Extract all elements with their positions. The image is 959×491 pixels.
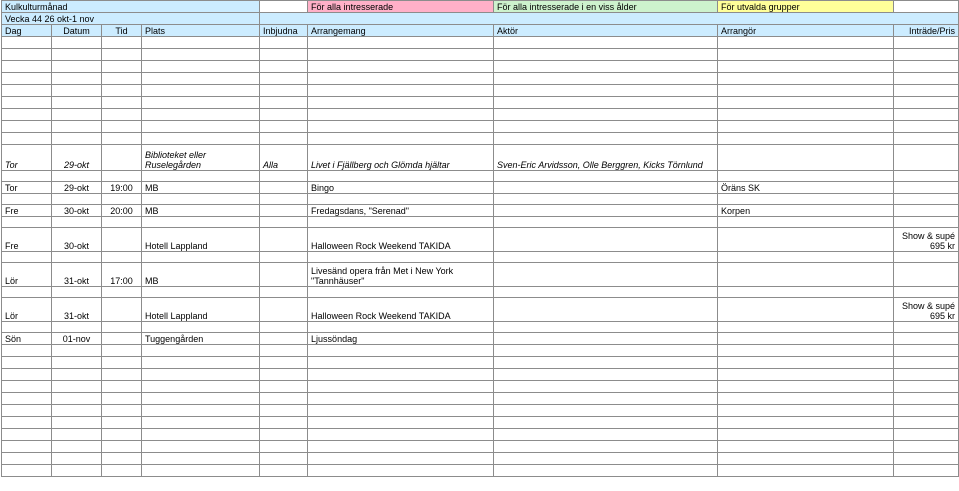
cell-inbjudna[interactable] bbox=[260, 333, 308, 345]
event-table bbox=[1, 0, 959, 477]
empty-row[interactable] bbox=[2, 252, 959, 263]
cell-pris[interactable]: Show & supé 695 kr bbox=[894, 298, 959, 322]
week-label: Vecka 44 26 okt-1 nov bbox=[2, 13, 260, 25]
cell-aktor[interactable] bbox=[494, 205, 718, 217]
legend-all: För alla intresserade bbox=[308, 1, 494, 13]
cell-datum[interactable]: 31-okt bbox=[52, 298, 102, 322]
cell-arrangemang[interactable]: Bingo bbox=[308, 182, 494, 194]
cell-inbjudna[interactable] bbox=[260, 298, 308, 322]
col-arrangor[interactable]: Arrangör bbox=[718, 25, 894, 37]
cell-plats[interactable]: Tuggengården bbox=[142, 333, 260, 345]
empty-row[interactable] bbox=[2, 97, 959, 109]
cell-datum[interactable]: 30-okt bbox=[52, 228, 102, 252]
empty-row[interactable] bbox=[2, 465, 959, 477]
cell-tid[interactable] bbox=[102, 298, 142, 322]
cell-pris[interactable] bbox=[894, 205, 959, 217]
cell-pris[interactable] bbox=[894, 145, 959, 171]
col-pris[interactable]: Inträde/Pris bbox=[894, 25, 959, 37]
cell-aktor[interactable] bbox=[494, 182, 718, 194]
empty-row[interactable] bbox=[2, 121, 959, 133]
cell-arrangemang[interactable]: Fredagsdans, "Serenad" bbox=[308, 205, 494, 217]
empty-row[interactable] bbox=[2, 345, 959, 357]
legend-row bbox=[2, 1, 959, 13]
cell-dag[interactable]: Lör bbox=[2, 298, 52, 322]
cell-aktor[interactable] bbox=[494, 228, 718, 252]
week-row bbox=[2, 13, 959, 25]
table-row[interactable] bbox=[2, 145, 959, 171]
cell-datum[interactable]: 31-okt bbox=[52, 263, 102, 287]
empty-row[interactable] bbox=[2, 322, 959, 333]
cell-plats[interactable]: MB bbox=[142, 182, 260, 194]
empty-row[interactable] bbox=[2, 61, 959, 73]
header-row bbox=[2, 25, 959, 37]
cell-arrangor[interactable]: Öräns SK bbox=[718, 182, 894, 194]
cell-dag[interactable]: Sön bbox=[2, 333, 52, 345]
cell-datum[interactable]: 29-okt bbox=[52, 182, 102, 194]
cell-pris[interactable] bbox=[894, 333, 959, 345]
col-arrangemang[interactable]: Arrangemang bbox=[308, 25, 494, 37]
col-aktor[interactable]: Aktör bbox=[494, 25, 718, 37]
cell-arrangor[interactable] bbox=[718, 263, 894, 287]
empty-row[interactable] bbox=[2, 381, 959, 393]
empty-row[interactable] bbox=[2, 441, 959, 453]
empty-row[interactable] bbox=[2, 109, 959, 121]
cell-plats[interactable]: MB bbox=[142, 263, 260, 287]
cell-pris[interactable]: Show & supé 695 kr bbox=[894, 228, 959, 252]
empty-row[interactable] bbox=[2, 37, 959, 49]
table-row[interactable] bbox=[2, 182, 959, 194]
legend-empty bbox=[894, 1, 959, 13]
cell-dag[interactable]: Lör bbox=[2, 263, 52, 287]
empty-row[interactable] bbox=[2, 417, 959, 429]
cell-pris[interactable] bbox=[894, 182, 959, 194]
empty-row[interactable] bbox=[2, 49, 959, 61]
table-row[interactable] bbox=[2, 228, 959, 252]
cell-inbjudna[interactable]: Alla bbox=[260, 145, 308, 171]
week-filler bbox=[260, 13, 959, 25]
cell-arrangor[interactable]: Korpen bbox=[718, 205, 894, 217]
cell-dag[interactable]: Tor bbox=[2, 145, 52, 171]
cell-datum[interactable]: 01-nov bbox=[52, 333, 102, 345]
cell-aktor[interactable] bbox=[494, 333, 718, 345]
table-row[interactable] bbox=[2, 263, 959, 287]
empty-row[interactable] bbox=[2, 85, 959, 97]
empty-row[interactable] bbox=[2, 405, 959, 417]
cell-plats[interactable]: MB bbox=[142, 205, 260, 217]
empty-row[interactable] bbox=[2, 393, 959, 405]
cell-aktor[interactable] bbox=[494, 298, 718, 322]
legend-title: Kulkulturmånad bbox=[2, 1, 260, 13]
cell-arrangemang[interactable]: Livesänd opera från Met i New York "Tannhäuser" bbox=[308, 263, 494, 287]
cell-aktor[interactable]: Sven-Eric Arvidsson, Olle Berggren, Kicks Törnlund bbox=[494, 145, 718, 171]
cell-dag[interactable]: Tor bbox=[2, 182, 52, 194]
empty-row[interactable] bbox=[2, 287, 959, 298]
cell-datum[interactable]: 30-okt bbox=[52, 205, 102, 217]
cell-dag[interactable]: Fre bbox=[2, 228, 52, 252]
col-plats[interactable]: Plats bbox=[142, 25, 260, 37]
col-tid[interactable]: Tid bbox=[102, 25, 142, 37]
cell-tid[interactable] bbox=[102, 333, 142, 345]
cell-tid[interactable] bbox=[102, 228, 142, 252]
table-row[interactable] bbox=[2, 205, 959, 217]
cell-plats[interactable]: Biblioteket eller Ruselegården bbox=[142, 145, 260, 171]
cell-arrangemang[interactable]: Ljussöndag bbox=[308, 333, 494, 345]
legend-age: För alla intresserade i en viss ålder bbox=[494, 1, 718, 13]
col-inbjudna[interactable]: Inbjudna bbox=[260, 25, 308, 37]
cell-plats[interactable]: Hotell Lappland bbox=[142, 228, 260, 252]
col-dag[interactable]: Dag bbox=[2, 25, 52, 37]
cell-arrangor[interactable] bbox=[718, 228, 894, 252]
cell-pris[interactable] bbox=[894, 263, 959, 287]
legend-spacer bbox=[260, 1, 308, 13]
empty-row[interactable] bbox=[2, 171, 959, 182]
cell-arrangemang[interactable]: Halloween Rock Weekend TAKIDA bbox=[308, 228, 494, 252]
cell-tid[interactable]: 17:00 bbox=[102, 263, 142, 287]
cell-arrangemang[interactable]: Halloween Rock Weekend TAKIDA bbox=[308, 298, 494, 322]
cell-tid[interactable]: 20:00 bbox=[102, 205, 142, 217]
legend-groups: För utvalda grupper bbox=[718, 1, 894, 13]
cell-tid[interactable] bbox=[102, 145, 142, 171]
col-datum[interactable]: Datum bbox=[52, 25, 102, 37]
cell-arrangor[interactable] bbox=[718, 145, 894, 171]
empty-row[interactable] bbox=[2, 194, 959, 205]
empty-row[interactable] bbox=[2, 217, 959, 228]
cell-arrangemang[interactable]: Livet i Fjällberg och Glömda hjältar bbox=[308, 145, 494, 171]
table-row[interactable] bbox=[2, 298, 959, 322]
cell-inbjudna[interactable] bbox=[260, 263, 308, 287]
empty-row[interactable] bbox=[2, 357, 959, 369]
empty-row[interactable] bbox=[2, 453, 959, 465]
cell-inbjudna[interactable] bbox=[260, 205, 308, 217]
empty-row[interactable] bbox=[2, 429, 959, 441]
cell-inbjudna[interactable] bbox=[260, 228, 308, 252]
cell-plats[interactable]: Hotell Lappland bbox=[142, 298, 260, 322]
cell-tid[interactable]: 19:00 bbox=[102, 182, 142, 194]
cell-arrangor[interactable] bbox=[718, 298, 894, 322]
table-row[interactable] bbox=[2, 333, 959, 345]
cell-datum[interactable]: 29-okt bbox=[52, 145, 102, 171]
empty-row[interactable] bbox=[2, 369, 959, 381]
cell-inbjudna[interactable] bbox=[260, 182, 308, 194]
cell-dag[interactable]: Fre bbox=[2, 205, 52, 217]
empty-row[interactable] bbox=[2, 133, 959, 145]
empty-row[interactable] bbox=[2, 73, 959, 85]
cell-arrangor[interactable] bbox=[718, 333, 894, 345]
cell-aktor[interactable] bbox=[494, 263, 718, 287]
